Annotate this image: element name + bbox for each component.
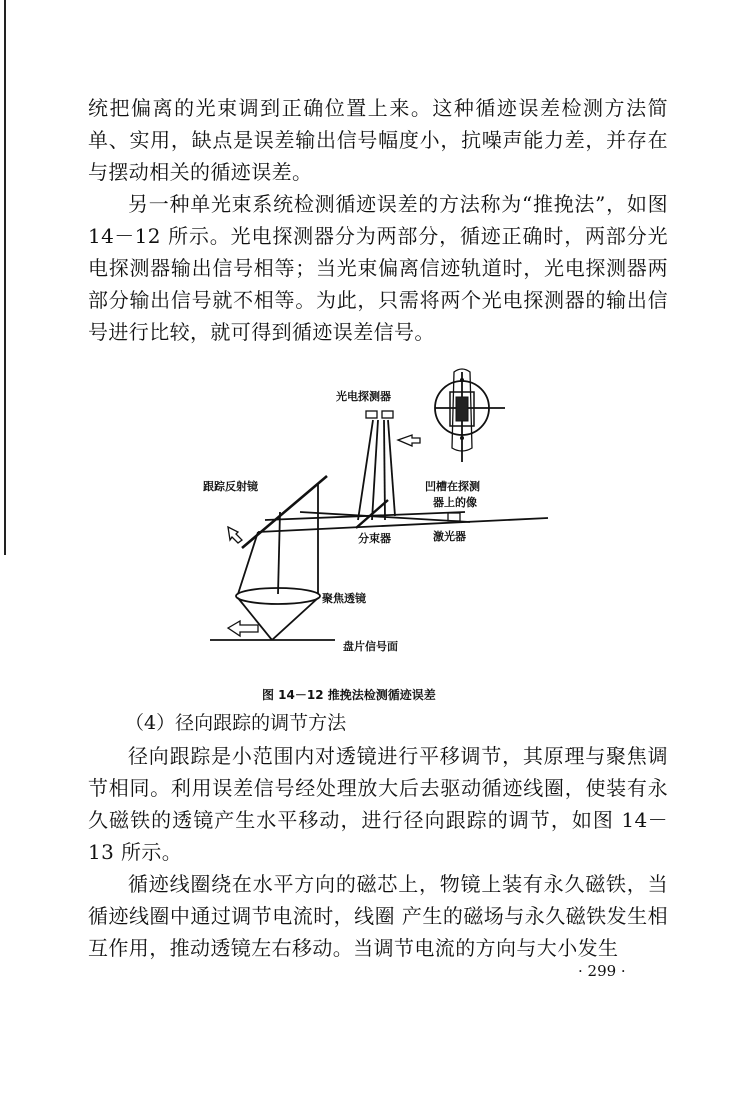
label-disc-surface: 盘片信号面 (343, 640, 398, 653)
arrow-left-icon (228, 621, 258, 636)
label-beam-splitter: 分束器 (358, 532, 391, 545)
figure-caption: 图 14－12 推挽法检测循迹误差 (262, 688, 436, 702)
paragraph-4: 循迹线圈绕在水平方向的磁芯上，物镜上装有永久磁铁，当循迹线圈中通过调节电流时，线圈 产生的磁场与永久磁铁发生相互作用，推动透镜左右移动。当调节电流的方向与大小发生 (88, 872, 668, 960)
paragraph-3: 径向跟踪是小范围内对透镜进行平移调节，其原理与聚焦调节相同。利用误差信号经处理放大后去驱动循迹线圈，使装有永久磁铁的透镜产生水平移动，进行径向跟踪的调节，如图 14－13 所示。 (88, 744, 668, 864)
paragraph-2: 另一种单光束系统检测循迹误差的方法称为“推挽法”，如图 14－12 所示。光电探测器分为两部分，循迹正确时，两部分光电探测器输出信号相等；当光束偏离信迹轨道时，光电探测器两部分输出信号就不相等。为此，只需将两个光电探测器的输出信号进行比较，就可得到循迹误差信号。 (88, 192, 668, 344)
label-groove-image-1: 凹槽在探测 (425, 480, 480, 493)
paragraph-1: 统把偏离的光束调到正确位置上来。这种循迹误差检测方法简单、实用，缺点是误差输出信号幅度小，抗噪声能力差，并存在与摆动相关的循迹误差。 (88, 96, 668, 184)
label-photodetector: 光电探测器 (336, 390, 391, 403)
label-groove-image-2: 器上的像 (433, 496, 477, 509)
arrow-diag-icon (228, 527, 242, 543)
arrow-right-icon (398, 435, 420, 446)
label-laser: 激光器 (433, 530, 466, 543)
beam-line-1 (258, 518, 548, 532)
label-focus-lens: 聚焦透镜 (322, 592, 366, 605)
page-number: · 299 · (578, 962, 626, 980)
section-heading: （4）径向跟踪的调节方法 (125, 712, 347, 734)
label-tracking-mirror: 跟踪反射镜 (203, 480, 258, 493)
